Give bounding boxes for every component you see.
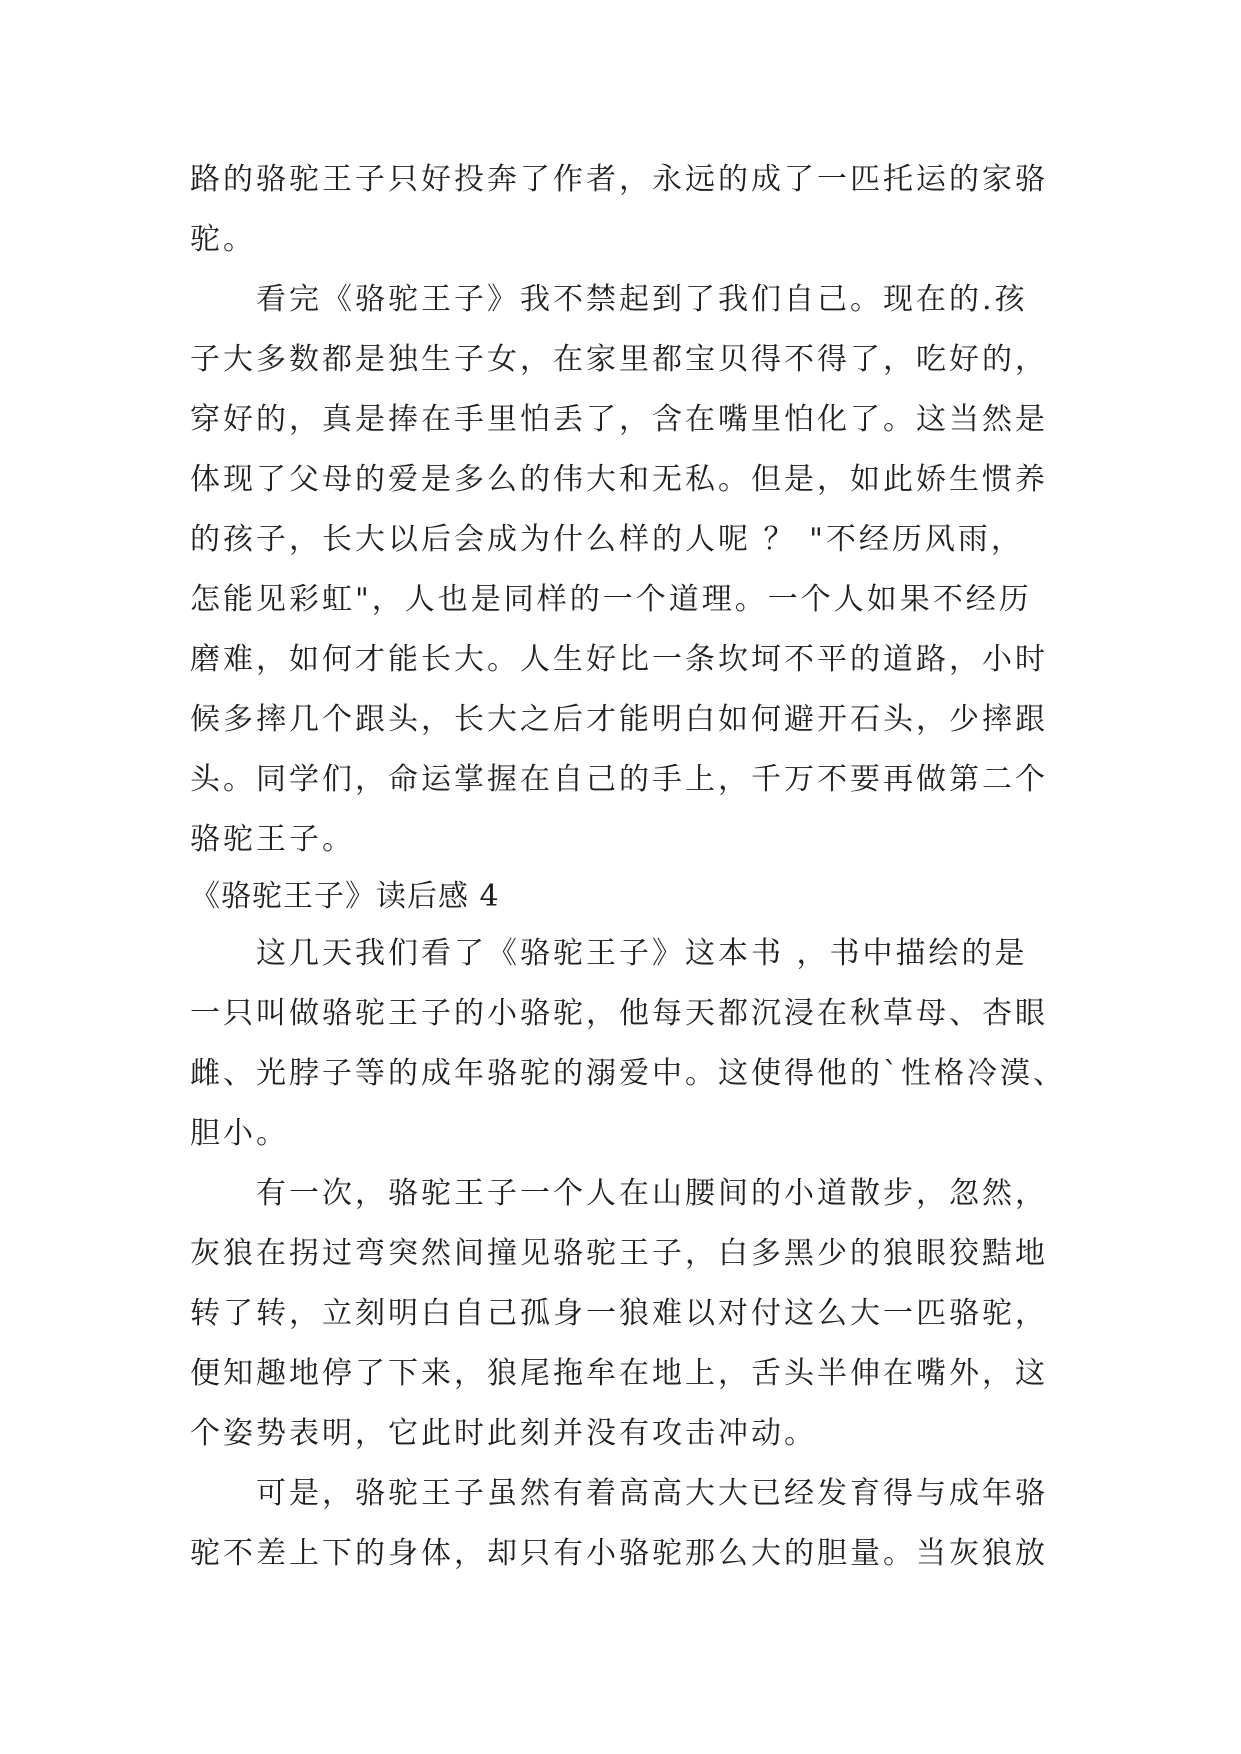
text-line: 驼。 <box>190 222 256 257</box>
section-title: 《骆驼王子》读后感 4 <box>190 879 500 914</box>
text-line: 看完《骆驼王子》我不禁起到了我们自己。现在的.孩 <box>256 282 1028 317</box>
text-line: 一只叫做骆驼王子的小骆驼，他每天都沉浸在秋草母、杏眼 <box>190 996 1048 1031</box>
text-line: 路的骆驼王子只好投奔了作者，永远的成了一匹托运的家骆 <box>190 162 1048 197</box>
text-line: 转了转，立刻明白自己孤身一狼难以对付这么大一匹骆驼， <box>190 1296 1048 1331</box>
text-line: 子大多数都是独生子女，在家里都宝贝得不得了，吃好的， <box>190 342 1048 377</box>
text-line: 穿好的，真是捧在手里怕丢了，含在嘴里怕化了。这当然是 <box>190 402 1048 437</box>
text-line: 磨难，如何才能长大。人生好比一条坎坷不平的道路，小时 <box>190 642 1048 677</box>
text-line: 的孩子，长大以后会成为什么样的人呢 ？ "不经历风雨， <box>190 522 1024 557</box>
text-line: 骆驼王子。 <box>190 822 355 857</box>
text-line: 可是，骆驼王子虽然有着高高大大已经发育得与成年骆 <box>256 1476 1048 1511</box>
text-line: 体现了父母的爱是多么的伟大和无私。但是，如此娇生惯养 <box>190 462 1048 497</box>
closing-paragraph <box>190 1464 1060 1584</box>
text-line: 灰狼在拐过弯突然间撞见骆驼王子，白多黑少的狼眼狡黠地 <box>190 1236 1048 1271</box>
text-line: 头。同学们，命运掌握在自己的手上，千万不要再做第二个 <box>190 762 1048 797</box>
text-line: 怎能见彩虹"，人也是同样的一个道理。一个人如果不经历 <box>190 582 1032 617</box>
text-line: 便知趣地停了下来，狼尾拖牟在地上，舌头半伸在嘴外，这 <box>190 1356 1048 1391</box>
text-line: 这几天我们看了《骆驼王子》这本书 ，书中描绘的是 <box>256 936 1028 971</box>
continuation-paragraph <box>190 150 1060 270</box>
document-page <box>190 150 1066 1584</box>
text-line: 候多摔几个跟头，长大之后才能明白如何避开石头，少摔跟 <box>190 702 1048 737</box>
text-line: 驼不差上下的身体，却只有小骆驼那么大的胆量。当灰狼放 <box>190 1536 1048 1571</box>
text-line: 雌、光脖子等的成年骆驼的溺爱中。这使得他的`性格冷漠、 <box>190 1056 1066 1091</box>
reflection-paragraph <box>190 270 1060 870</box>
intro-paragraph <box>190 924 1066 1164</box>
text-line: 有一次，骆驼王子一个人在山腰间的小道散步，忽然， <box>256 1176 1048 1211</box>
text-line: 个姿势表明，它此时此刻并没有攻击冲动。 <box>190 1416 817 1451</box>
wolf-encounter-paragraph <box>190 1164 1060 1464</box>
text-line: 胆小。 <box>190 1116 289 1151</box>
